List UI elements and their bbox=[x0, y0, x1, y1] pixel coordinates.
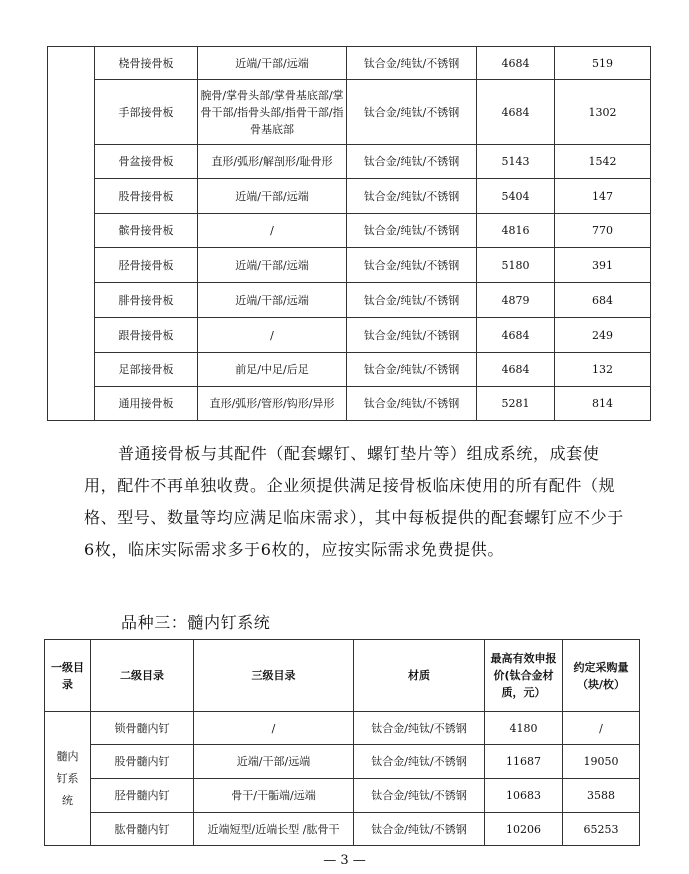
table-row bbox=[48, 80, 651, 145]
level2-cell: 肱骨髓内钉 bbox=[91, 813, 194, 846]
bone-plate-table bbox=[47, 46, 651, 421]
qty-cell: 519 bbox=[555, 47, 651, 80]
material-cell: 钛合金/纯钛/不锈钢 bbox=[354, 779, 485, 813]
price-cell: 5281 bbox=[477, 387, 555, 421]
price-cell: 4816 bbox=[477, 214, 555, 248]
header-qty: 约定采购量（块/枚） bbox=[563, 640, 640, 712]
level2-cell: 股骨接骨板 bbox=[95, 179, 198, 214]
level2-cell: 股骨髓内钉 bbox=[91, 745, 194, 779]
price-cell: 4684 bbox=[477, 318, 555, 353]
material-cell: 钛合金/纯钛/不锈钢 bbox=[347, 179, 477, 214]
material-cell: 钛合金/纯钛/不锈钢 bbox=[347, 214, 477, 248]
table-row bbox=[48, 214, 651, 248]
table-row bbox=[45, 745, 640, 779]
level1-cell bbox=[48, 47, 95, 421]
intramedullary-nail-table bbox=[44, 639, 640, 846]
level3-cell: / bbox=[198, 214, 347, 248]
level3-cell: / bbox=[194, 712, 354, 745]
header-level1: 一级目录 bbox=[45, 640, 91, 712]
level2-cell: 通用接骨板 bbox=[95, 387, 198, 421]
table-row bbox=[48, 387, 651, 421]
material-cell: 钛合金/纯钛/不锈钢 bbox=[354, 712, 485, 745]
category-label: 髓内钉系统 bbox=[56, 749, 79, 807]
level3-cell: 前足/中足/后足 bbox=[198, 353, 347, 387]
qty-cell: 147 bbox=[555, 179, 651, 214]
header-material: 材质 bbox=[354, 640, 485, 712]
body-paragraph bbox=[84, 438, 624, 566]
header-row bbox=[45, 640, 640, 712]
table-row bbox=[48, 318, 651, 353]
level2-cell: 髌骨接骨板 bbox=[95, 214, 198, 248]
price-cell: 4684 bbox=[477, 47, 555, 80]
level3-cell: 腕骨/掌骨头部/掌骨基底部/掌骨干部/指骨头部/指骨干部/指骨基底部 bbox=[198, 80, 347, 145]
price-cell: 4684 bbox=[477, 353, 555, 387]
qty-cell: 1302 bbox=[555, 80, 651, 145]
level3-cell: 近端/干部/远端 bbox=[194, 745, 354, 779]
price-cell: 10683 bbox=[485, 779, 563, 813]
material-cell: 钛合金/纯钛/不锈钢 bbox=[347, 80, 477, 145]
price-cell: 5180 bbox=[477, 248, 555, 283]
material-cell: 钛合金/纯钛/不锈钢 bbox=[347, 318, 477, 353]
table-row bbox=[48, 145, 651, 179]
header-level3: 三级目录 bbox=[194, 640, 354, 712]
material-cell: 钛合金/纯钛/不锈钢 bbox=[347, 387, 477, 421]
qty-cell: 65253 bbox=[563, 813, 640, 846]
material-cell: 钛合金/纯钛/不锈钢 bbox=[354, 745, 485, 779]
table-row bbox=[48, 248, 651, 283]
qty-cell: 814 bbox=[555, 387, 651, 421]
page-number: — 3 — bbox=[323, 853, 366, 868]
level2-cell: 跟骨接骨板 bbox=[95, 318, 198, 353]
material-cell: 钛合金/纯钛/不锈钢 bbox=[347, 353, 477, 387]
level3-cell: / bbox=[198, 318, 347, 353]
level3-cell: 骨干/干骺端/远端 bbox=[194, 779, 354, 813]
level3-cell: 近端/干部/远端 bbox=[198, 179, 347, 214]
header-price: 最高有效申报价(钛合金材质，元） bbox=[485, 640, 563, 712]
qty-cell: 249 bbox=[555, 318, 651, 353]
price-cell: 4684 bbox=[477, 80, 555, 145]
table-row bbox=[45, 712, 640, 745]
material-cell: 钛合金/纯钛/不锈钢 bbox=[347, 248, 477, 283]
qty-cell: 132 bbox=[555, 353, 651, 387]
table-row bbox=[45, 813, 640, 846]
price-cell: 5404 bbox=[477, 179, 555, 214]
level2-cell: 桡骨接骨板 bbox=[95, 47, 198, 80]
qty-cell: 1542 bbox=[555, 145, 651, 179]
table-row bbox=[45, 779, 640, 813]
level2-cell: 胫骨接骨板 bbox=[95, 248, 198, 283]
material-cell: 钛合金/纯钛/不锈钢 bbox=[347, 47, 477, 80]
level3-cell: 近端/干部/远端 bbox=[198, 47, 347, 80]
table-row bbox=[48, 353, 651, 387]
level3-cell: 直形/弧形/管形/钩形/异形 bbox=[198, 387, 347, 421]
table-row bbox=[48, 179, 651, 214]
price-cell: 11687 bbox=[485, 745, 563, 779]
price-cell: 5143 bbox=[477, 145, 555, 179]
qty-cell: / bbox=[563, 712, 640, 745]
qty-cell: 770 bbox=[555, 214, 651, 248]
qty-cell: 684 bbox=[555, 283, 651, 318]
level3-cell: 近端/干部/远端 bbox=[198, 283, 347, 318]
level2-cell: 手部接骨板 bbox=[95, 80, 198, 145]
level3-cell: 近端短型/近端长型 /肱骨干 bbox=[194, 813, 354, 846]
material-cell: 钛合金/纯钛/不锈钢 bbox=[347, 283, 477, 318]
level3-cell: 近端/干部/远端 bbox=[198, 248, 347, 283]
price-cell: 10206 bbox=[485, 813, 563, 846]
section-heading: 品种三：髓内钉系统 bbox=[121, 613, 271, 632]
qty-cell: 3588 bbox=[563, 779, 640, 813]
level2-cell: 锁骨髓内钉 bbox=[91, 712, 194, 745]
price-cell: 4180 bbox=[485, 712, 563, 745]
material-cell: 钛合金/纯钛/不锈钢 bbox=[347, 145, 477, 179]
paragraph-text: 普通接骨板与其配件（配套螺钉、螺钉垫片等）组成系统，成套使用，配件不再单独收费。企业须提供满足接骨板临床使用的所有配件（规格、型号、数量等均应满足临床需求），其中每板提供的配套螺钉应不少于6枚，临床实际需求多于6枚的，应按实际需求免费提供。 bbox=[84, 444, 624, 559]
header-level2: 二级目录 bbox=[91, 640, 194, 712]
table-row bbox=[48, 47, 651, 80]
category-cell bbox=[45, 712, 91, 846]
table-row bbox=[48, 283, 651, 318]
material-cell: 钛合金/纯钛/不锈钢 bbox=[354, 813, 485, 846]
level2-cell: 胫骨髓内钉 bbox=[91, 779, 194, 813]
price-cell: 4879 bbox=[477, 283, 555, 318]
level2-cell: 腓骨接骨板 bbox=[95, 283, 198, 318]
qty-cell: 19050 bbox=[563, 745, 640, 779]
level3-cell: 直形/弧形/解剖形/耻骨形 bbox=[198, 145, 347, 179]
qty-cell: 391 bbox=[555, 248, 651, 283]
level2-cell: 骨盆接骨板 bbox=[95, 145, 198, 179]
level2-cell: 足部接骨板 bbox=[95, 353, 198, 387]
